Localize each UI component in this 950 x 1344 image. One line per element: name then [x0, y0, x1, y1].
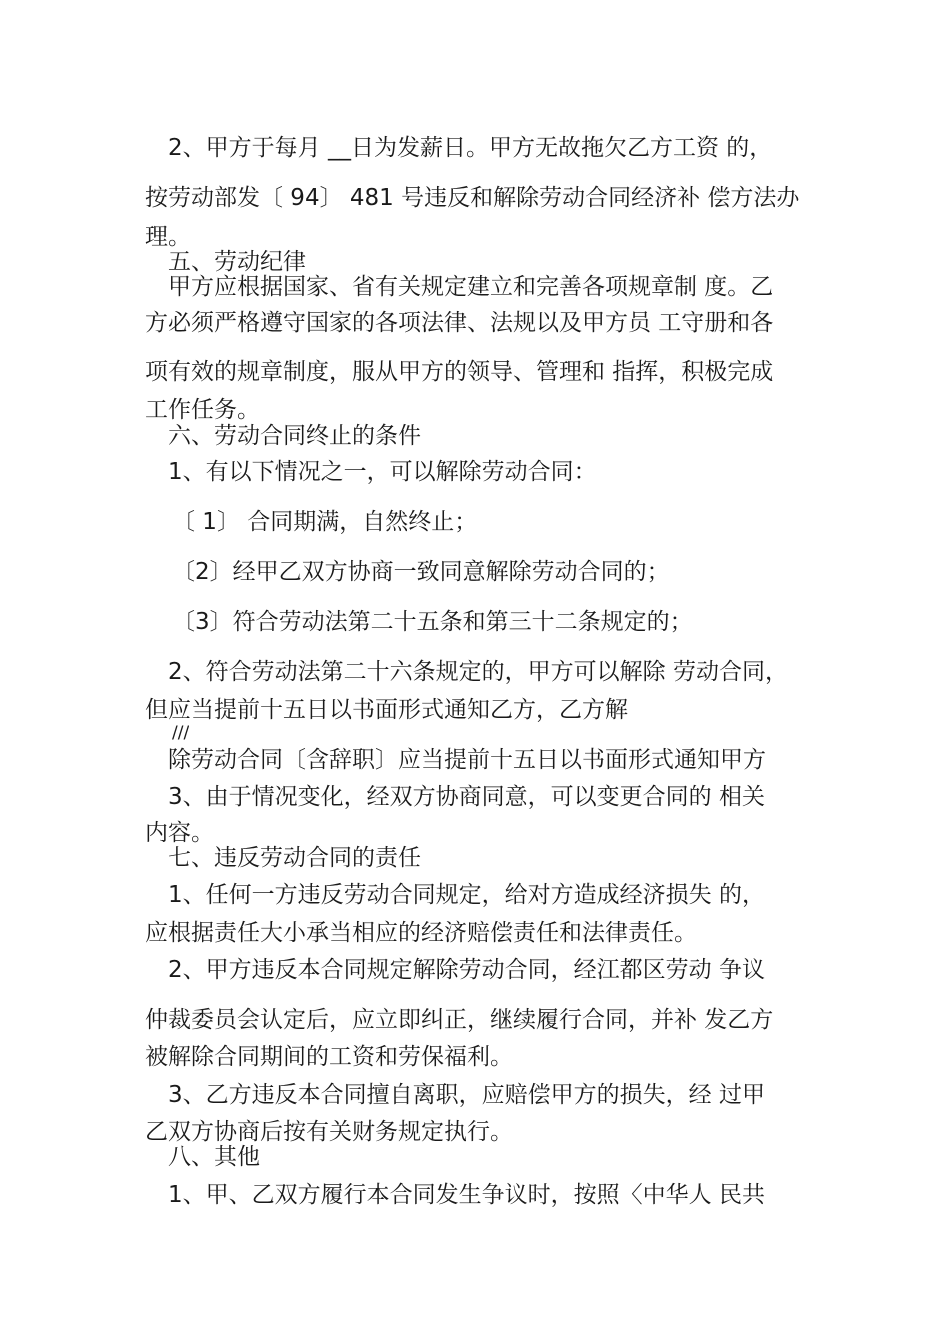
paragraph-line: 内容。	[145, 820, 214, 846]
list-item: 〔2〕经甲乙双方协商一致同意解除劳动合同的；	[172, 559, 670, 585]
clause-line: 3、乙方违反本合同擅自离职，应赔偿甲方的损失，经 过甲	[168, 1082, 765, 1108]
paragraph-line: 除劳动合同〔含辞职〕应当提前十五日以书面形式通知甲方	[168, 747, 766, 773]
paragraph-line: 应根据责任大小承当相应的经济赔偿责任和法律责任。	[145, 920, 697, 946]
paragraph-line: 被解除合同期间的工资和劳保福利。	[145, 1044, 513, 1070]
paragraph-line: 乙双方协商后按有关财务规定执行。	[145, 1119, 513, 1145]
paragraph-line: 但应当提前十五日以书面形式通知乙方，乙方解	[145, 697, 628, 723]
clause-line: 2、符合劳动法第二十六条规定的，甲方可以解除 劳动合同，	[168, 659, 788, 685]
paragraph-line: 2、甲方于每月 __日为发薪日。甲方无故拖欠乙方工资 的，	[168, 135, 773, 161]
clause-line: 3、由于情况变化，经双方协商同意，可以变更合同的 相关	[168, 784, 765, 810]
paragraph-line: 工作任务。	[145, 397, 260, 423]
section-heading: 七、违反劳动合同的责任	[168, 845, 421, 871]
paragraph-line: 仲裁委员会认定后，应立即纠正，继续履行合同，并补 发乙方	[145, 1007, 774, 1033]
paragraph-line: 项有效的规章制度，服从甲方的领导、管理和 指挥，积极完成	[145, 359, 774, 385]
clause-line: 1、甲、乙双方履行本合同发生争议时，按照〈中华人 民共	[168, 1182, 765, 1208]
paragraph-line: 方必须严格遵守国家的各项法律、法规以及甲方员 工守册和各	[145, 310, 774, 336]
clause-line: 1、任何一方违反劳动合同规定，给对方造成经济损失 的，	[168, 882, 765, 908]
page-break-marker: ///	[172, 723, 190, 743]
clause-line: 1、有以下情况之一，可以解除劳动合同：	[168, 459, 597, 485]
section-heading: 八、其他	[168, 1144, 260, 1170]
list-item: 〔 1〕 合同期满，自然终止；	[172, 509, 478, 535]
clause-line: 2、甲方违反本合同规定解除劳动合同，经江都区劳动 争议	[168, 957, 765, 983]
paragraph-line: 甲方应根据国家、省有关规定建立和完善各项规章制 度。乙	[168, 274, 774, 300]
paragraph-line: 理。	[145, 224, 191, 250]
section-heading: 五、劳动纪律	[168, 249, 306, 275]
paragraph-line: 按劳动部发〔 94〕 481 号违反和解除劳动合同经济补 偿方法办	[145, 185, 800, 211]
list-item: 〔3〕符合劳动法第二十五条和第三十二条规定的；	[172, 609, 693, 635]
section-heading: 六、劳动合同终止的条件	[168, 423, 421, 449]
